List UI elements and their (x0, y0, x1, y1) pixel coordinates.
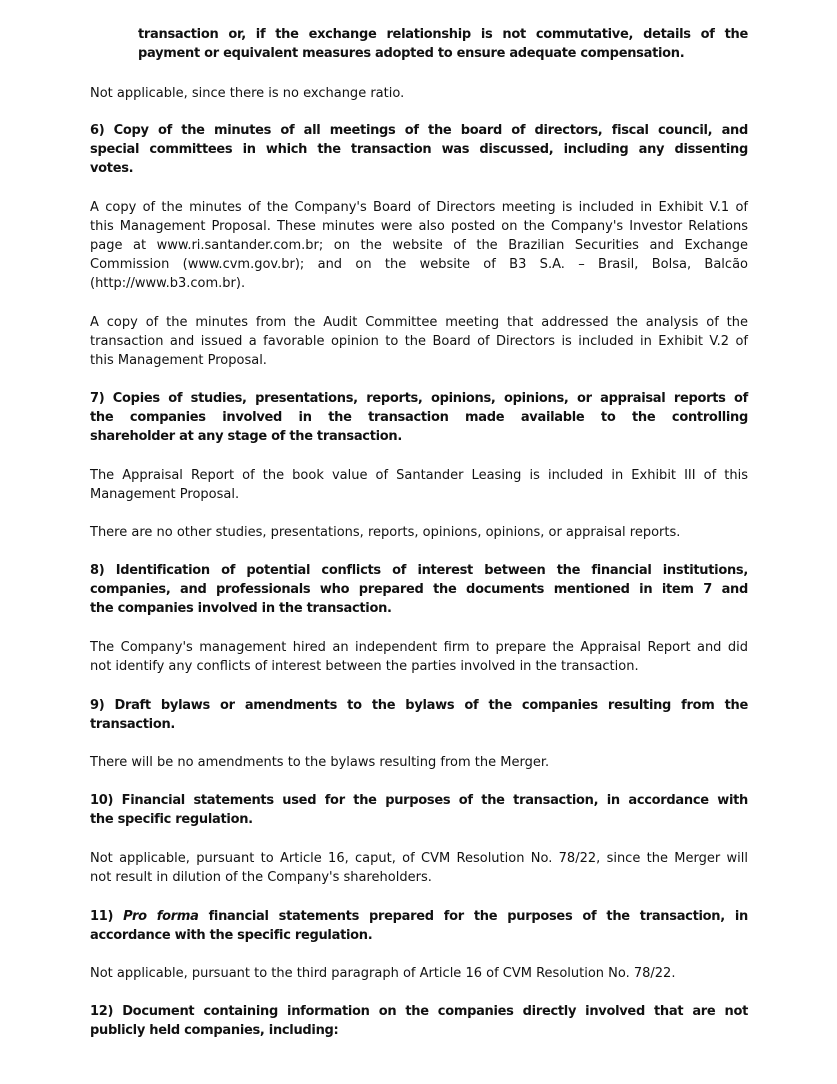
paragraph (90, 198, 748, 293)
text-line: the specific regulation. (90, 812, 253, 827)
italic-term: Pro forma (123, 909, 199, 924)
text-line: The Company's management hired an independent firm to prepare the Appraisal Report and did (90, 640, 748, 655)
text-line: 10) Financial statements used for the purposes of the transaction, in accordance with (90, 793, 748, 808)
text-line: 6) Copy of the minutes of all meetings of the board of directors, fiscal council, and (90, 123, 748, 138)
text-line: 11) Pro forma financial statements prepared for the purposes of the transaction, in (90, 909, 748, 924)
paragraph (90, 466, 748, 504)
text-line: 7) Copies of studies, presentations, reports, opinions, opinions, or appraisal reports of (90, 391, 748, 406)
text-line: There are no other studies, presentations, reports, opinions, opinions, or appraisal reports. (90, 525, 681, 540)
section-heading (90, 907, 748, 945)
text-line: payment or equivalent measures adopted to ensure adequate compensation. (138, 46, 685, 61)
text-line: publicly held companies, including: (90, 1023, 339, 1038)
section-heading (90, 121, 748, 178)
paragraph (90, 313, 748, 370)
paragraph (90, 964, 748, 983)
text-line: the companies involved in the transaction made available to the controlling (90, 410, 748, 425)
paragraph (90, 638, 748, 676)
text-line: not identify any conflicts of interest between the parties involved in the transaction. (90, 659, 639, 674)
text-line: 9) Draft bylaws or amendments to the bylaws of the companies resulting from the (90, 698, 748, 713)
text-line: (http://www.b3.com.br). (90, 276, 246, 291)
text-line: 12) Document containing information on the companies directly involved that are not (90, 1004, 748, 1019)
text-line: votes. (90, 161, 134, 176)
text-line: Not applicable, pursuant to the third paragraph of Article 16 of CVM Resolution No. 78/22. (90, 966, 676, 981)
text-line: A copy of the minutes from the Audit Committee meeting that addressed the analysis of the (90, 315, 748, 330)
section-heading (90, 1002, 748, 1040)
text-line: shareholder at any stage of the transaction. (90, 429, 402, 444)
text-line: There will be no amendments to the bylaws resulting from the Merger. (90, 755, 550, 770)
text-line: the companies involved in the transaction. (90, 601, 392, 616)
text-line: transaction or, if the exchange relationship is not commutative, details of the (138, 27, 748, 42)
text-line: Not applicable, pursuant to Article 16, caput, of CVM Resolution No. 78/22, since the Merger will (90, 851, 748, 866)
paragraph (90, 523, 748, 542)
text-line: not result in dilution of the Company's shareholders. (90, 870, 432, 885)
text-line: this Management Proposal. These minutes were also posted on the Company's Investor Relations (90, 219, 748, 234)
text-line: Management Proposal. (90, 487, 240, 502)
text-line: The Appraisal Report of the book value of Santander Leasing is included in Exhibit III of this (90, 468, 748, 483)
paragraph (90, 84, 748, 103)
text-line: accordance with the specific regulation. (90, 928, 373, 943)
section-heading (90, 696, 748, 734)
text-line: special committees in which the transaction was discussed, including any dissenting (90, 142, 748, 157)
section-heading (90, 791, 748, 829)
paragraph (90, 753, 748, 772)
text-line: Not applicable, since there is no exchange ratio. (90, 86, 405, 101)
text-line: 8) Identification of potential conflicts of interest between the financial institutions, (90, 563, 748, 578)
section-heading (138, 25, 748, 63)
section-heading (90, 561, 748, 618)
paragraph (90, 849, 748, 887)
text-line: page at www.ri.santander.com.br; on the website of the Brazilian Securities and Exchange (90, 238, 748, 253)
text-line: transaction and issued a favorable opinion to the Board of Directors is included in Exhibit V.2 of (90, 334, 748, 349)
text-line: this Management Proposal. (90, 353, 267, 368)
text-line: Commission (www.cvm.gov.br); and on the website of B3 S.A. – Brasil, Bolsa, Balcão (90, 257, 748, 272)
text-line: companies, and professionals who prepared the documents mentioned in item 7 and (90, 582, 748, 597)
text-line: A copy of the minutes of the Company's Board of Directors meeting is included in Exhibit V.1 of (90, 200, 748, 215)
section-heading (90, 389, 748, 446)
text-line: transaction. (90, 717, 176, 732)
